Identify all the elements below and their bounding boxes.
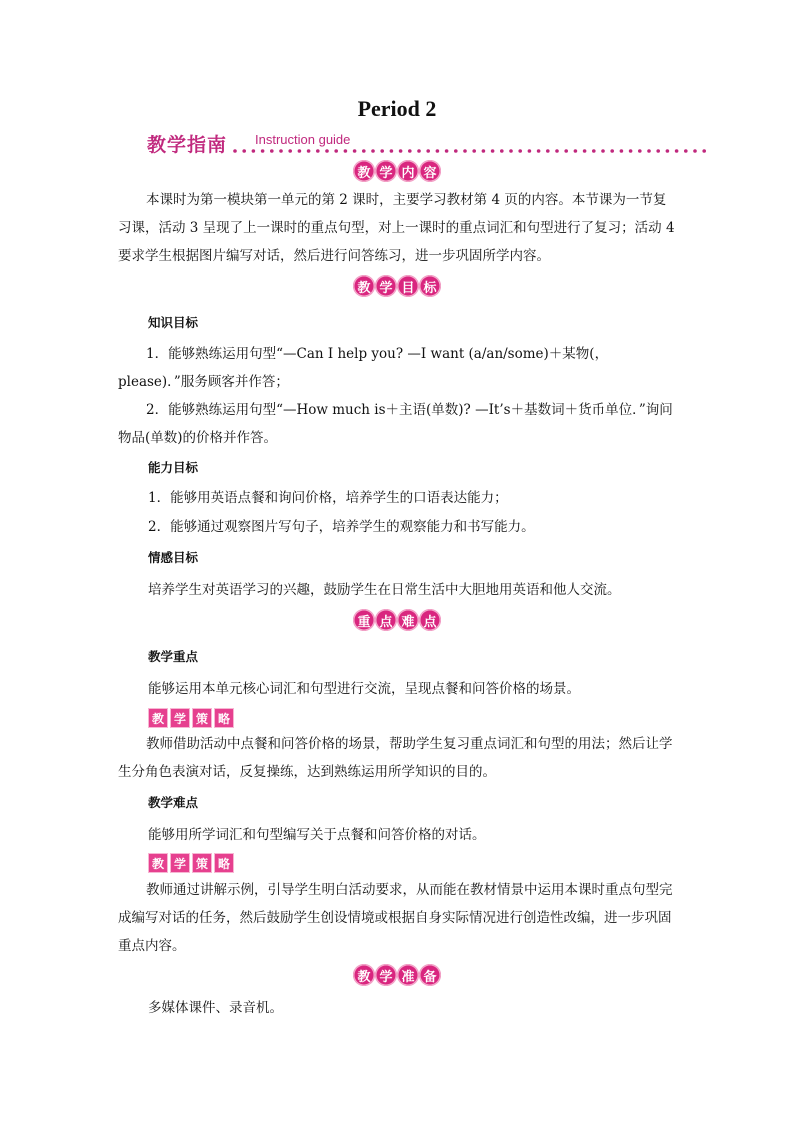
badge-char: 容 (419, 160, 441, 182)
strategy-char: 学 (170, 853, 190, 873)
badge-char: 教 (353, 964, 375, 986)
difficulty-strategy-text: 教师通过讲解示例，引导学生明白活动要求，从而能在教材情景中运用本课时重点句型完成编写对话的任务，然后鼓励学生创设情境或根据自身实际情况进行创造性改编，进一步巩固重点内容。 (118, 882, 673, 954)
strategy-char: 学 (170, 708, 190, 728)
badge-teaching-content (0, 160, 794, 182)
badge-char: 教 (353, 160, 375, 182)
badge-char: 目 (397, 275, 419, 297)
difficulty-text: 能够用所学词汇和句型编写关于点餐和问答价格的对话。 (148, 827, 486, 843)
badge-char: 内 (397, 160, 419, 182)
ability-goals-heading: 能力目标 (148, 460, 199, 475)
badge-char: 准 (397, 964, 419, 986)
badge-key-points (0, 609, 794, 631)
strategy-char: 略 (214, 853, 234, 873)
knowledge-goal-1: 1．能够熟练运用句型“—Can I help you? —I want (a/an/some)＋某物(，please)．”服务顾客并作答； (118, 346, 609, 390)
focus-strategy-text: 教师借助活动中点餐和问答价格的场景，帮助学生复习重点词汇和句型的用法；然后让学生分角色表演对话，反复操练，达到熟练运用所学知识的目的。 (118, 736, 673, 780)
focus-text: 能够运用本单元核心词汇和句型进行交流，呈现点餐和问答价格的场景。 (148, 681, 580, 697)
ability-goal-1: 1．能够用英语点餐和询问价格，培养学生的口语表达能力； (148, 490, 508, 506)
emotion-goal-1: 培养学生对英语学习的兴趣，鼓励学生在日常生活中大胆地用英语和他人交流。 (148, 582, 621, 598)
strategy-char: 策 (192, 708, 212, 728)
badge-char: 学 (375, 964, 397, 986)
badge-char: 教 (353, 275, 375, 297)
knowledge-goal-2: 2．能够熟练运用句型“—How much is＋主语(单数)? —It’s＋基数词＋货币单位．”询问物品(单数)的价格并作答。 (118, 402, 673, 446)
badge-char: 标 (419, 275, 441, 297)
strategy-badge (148, 853, 236, 873)
prep-text: 多媒体课件、录音机。 (148, 1000, 283, 1016)
section-header-guide (147, 130, 351, 157)
badge-char: 难 (397, 609, 419, 631)
guide-title-cn: 教学指南 (147, 134, 228, 156)
ability-goal-2: 2．能够通过观察图片写句子，培养学生的观察能力和书写能力。 (148, 519, 535, 535)
knowledge-goals-heading: 知识目标 (148, 315, 199, 330)
badge-char: 学 (375, 160, 397, 182)
dotted-divider (232, 148, 708, 154)
difficulty-heading: 教学难点 (148, 795, 199, 810)
page-title: Period 2 (357, 96, 437, 121)
badge-char: 学 (375, 275, 397, 297)
strategy-char: 教 (148, 853, 168, 873)
focus-heading: 教学重点 (148, 649, 199, 664)
badge-char: 备 (419, 964, 441, 986)
content-paragraph: 本课时为第一模块第一单元的第 2 课时，主要学习教材第 4 页的内容。本节课为一节复习课，活动 3 呈现了上一课时的重点句型，对上一课时的重点词汇和句型进行了复习；活动 4 要求学生根据图片编写对话，然后进行问答练习，进一步巩固所学内容。 (118, 192, 675, 264)
strategy-badge (148, 708, 236, 728)
strategy-char: 教 (148, 708, 168, 728)
badge-teaching-prep (0, 964, 794, 986)
emotion-goals-heading: 情感目标 (148, 550, 199, 565)
strategy-char: 略 (214, 708, 234, 728)
strategy-char: 策 (192, 853, 212, 873)
badge-char: 点 (375, 609, 397, 631)
badge-char: 重 (353, 609, 375, 631)
guide-title-en: Instruction guide (255, 132, 351, 147)
badge-char: 点 (419, 609, 441, 631)
badge-teaching-goals (0, 275, 794, 297)
